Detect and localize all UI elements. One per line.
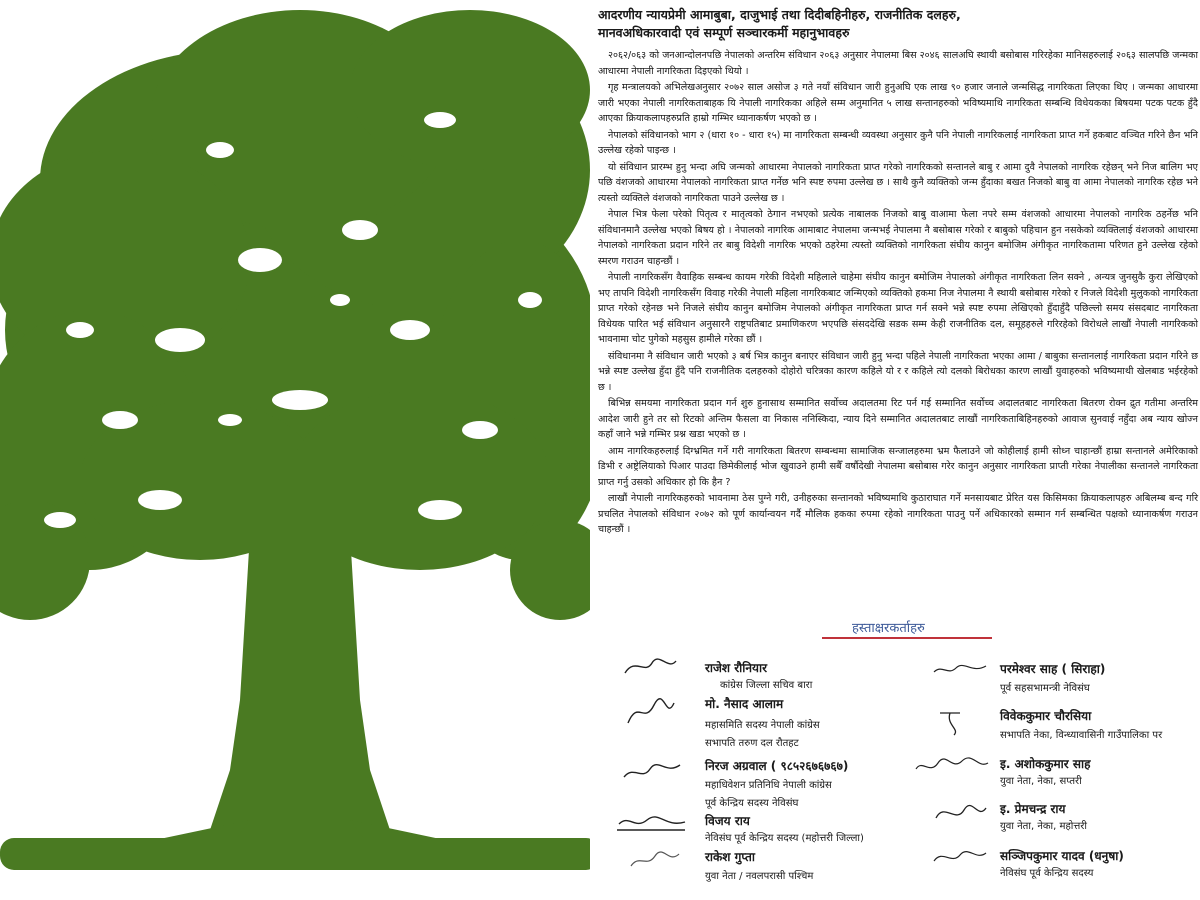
salutation-line: मानवअधिकारवादी एवं सम्पूर्ण सञ्चारकर्मी महानुभावहरु bbox=[598, 25, 850, 40]
signatory-role: युवा नेता, नेका, महोत्तरी bbox=[1000, 821, 1087, 832]
signatory-role: सभापति नेका, विन्ध्यावासिनी गाउँपालिका पर bbox=[1000, 730, 1163, 741]
paragraph: गृह मन्त्रालयको अभिलेखअनुसार २०७२ साल असोज ३ गते नयाँ संविधान जारी हुनुअघि एक लाख ९० हजार जनाले जन्मसिद्ध नागरिकता लिएका थिए । जन्मका आधारमा जारी भएका नेपाली नागरिकताबाहक यि नेपाली नागरिकका अहिले सम्म अनुमानित ५ लाख सन्तानहरुको भविष्यमाथि नागरिकता सम्बन्धि विधेयकका बिषयमा पटक पटक हुँदै आएका क्रियाकलापहरुप्रति हाम्रो गम्भिर ध्यानाकर्षण भएको छ । bbox=[598, 82, 1198, 124]
signature-scribble bbox=[620, 655, 680, 679]
signature-scribble bbox=[930, 845, 990, 869]
paragraph: यो संविधान प्रारम्भ हुनु भन्दा अघि जन्मको आधारमा नेपालको नागरिकता प्राप्त गरेको नागरिकको सन्तानले बाबु र आमा दुवै नेपालको नागरिक रहेछन् भने निज बालिग भए पछि वंशजको आधारमा नेपालको नागरिकता प्राप्त गर्नेछ भनि स्पष्ट रुपमा उल्लेख छ । साथै कुनै व्यक्तिको जन्म हुँदाका बखत निजको बाबु वा आमा नेपालको नागरिक रहेछ भने त्यस्तो व्यक्तिले वंशजको नागरिकता पाउने उल्लेख छ । bbox=[598, 161, 1198, 204]
signatory-role: महासमिति सदस्य नेपाली कांग्रेस bbox=[705, 720, 820, 731]
signatory-name: इ. प्रेमचन्द्र राय bbox=[1000, 802, 1066, 816]
paragraph: आम नागरिकहरुलाई दिग्भ्रमित गर्ने गरी नागरिकता बितरण सम्बन्धमा सामाजिक सन्जालहरुमा भ्रम फैलाउने जो कोहीलाई हामी सोध्न चाहान्छौं हाम्रा सन्तानले अमेरिकाको डिभी र अष्ट्रेलियाको पिआर पाउदा छिमेकीलाई भोज खुवाउने हामी सबैँ वर्षौदेखी नेपालमा बसोबास गरेर कानुन अनुसार नागरिकता प्राप्ती गरेका नेपालीका सन्तानले नागरिकता प्राप्त गर्नु उसको अधिकार हो कि हैन ? bbox=[598, 445, 1198, 488]
signatory-name: परमेश्वर साह ( सिराहा) bbox=[1000, 662, 1106, 676]
signature-scribble bbox=[615, 810, 690, 834]
signatory-name: सञ्जिपकुमार यादव (धनुषा) bbox=[1000, 849, 1124, 863]
paragraph: नेपाल भित्र फेला परेको पितृत्व र मातृत्वको ठेगान नभएको प्रत्येक नाबालक निजको बाबु वाआमा फेला नपरे सम्म वंशजको आधारमा नेपालको नागरिक ठहर्नेछ भनि संविधानमानै उल्लेख भएको बिषय हो । नेपालको नागरिक आमाबाट नेपालमा जन्मभई नेपालमा नै बसोबास गरेको र बाबुको पहिचान हुन नसकेको व्यक्तिलाई वंशजको आधारमा नेपालको नागरिकता प्रदान गरिने तर बाबु विदेशी नागरिक भएको ठहरेमा त्यस्तो व्यक्तिको नागरिकता संघीय कानुन बमोजिम अंगीकृत नागरिकतामा परिणत हुने उल्लेख रहेको स्मरण गराउन चाहन्छौं । bbox=[598, 209, 1198, 267]
signatory-name: राकेश गुप्ता bbox=[705, 850, 755, 864]
signature-scribble bbox=[620, 695, 680, 729]
signature-scribble bbox=[625, 848, 685, 872]
signatory-name: विजय राय bbox=[705, 814, 750, 828]
paragraph: नेपालको संविधानको भाग २ (धारा १० - धारा १५) मा नागरिकता सम्बन्धी व्यवस्था अनुसार कुनै पनि नेपाली नागरिकलाई नागरिकता प्राप्त गर्ने हकबाट वञ्चित गरिने छैन भनि उल्लेख रहेको पाइन्छ । bbox=[598, 129, 1198, 156]
paragraph: लाखौं नेपाली नागरिकहरुको भावनामा ठेस पुग्ने गरी, उनीहरुका सन्तानको भविष्यमाथि कुठाराघात गर्ने मनसायबाट प्रेरित यस किसिमका क्रियाकलापहरु अबिलम्ब बन्द गरि प्रचलित नेपालको संविधान २०७२ को पूर्ण कार्यान्वयन गर्दै मौलिक हकका रुपमा रहेको नागरिकता पाउनु पर्ने अधिकारको सम्मान गर्न सम्बन्धित पक्षको ध्यानाकर्षण गराउन चाहन्छौं । bbox=[598, 493, 1198, 535]
letter-body bbox=[598, 48, 1198, 539]
signatories-heading: हस्ताक्षरकर्ताहरु bbox=[852, 621, 925, 636]
signatory-role: नेविसंघ पूर्व केन्द्रिय सदस्य bbox=[1000, 868, 1094, 879]
paragraph: नेपाली नागरिकसँग वैवाहिक सम्बन्ध कायम गरेकी विदेशी महिलाले चाहेमा संघीय कानुन बमोजिम नेपालको अंगीकृत नागरिकता लिन सक्ने , अन्यत्र जुनसुकै कुरा लेखिएको भए तापनि विदेशी नागरिकसँग विवाह गरेकी नेपाली महिला नागरिकबाट जन्मिएको व्यक्तिको हकमा निज नेपालमा नै स्थायी बसोबास गरेको र निजले विदेशी मुलुकको नागरिकता प्राप्त गरेको रहेनछ भने निजले संघीय कानुन बमोजिम नेपालको अंगीकृत नागरिकता प्राप्त गर्न सक्ने भन्ने स्पष्ट रुपमा लेखिएको हुँदाहुँदै पछिल्लो समय संसदबाट नागरिकता विधेयक पारित भई संविधान अनुसारनै राष्ट्रपतिबाट प्रमाणिकरण भएपछि संसददेखि सडक सम्म केही राजनीतिक दल, समूहहरुले गरिरहेको विरोधले लाखौं नेपाली नागरिकको भावनामा चोट पुगेको महसुस हामीले गरेका छौं । bbox=[598, 272, 1198, 345]
signature-scribble bbox=[930, 798, 990, 828]
signatory-name: राजेश रौनियार bbox=[705, 661, 768, 675]
signatory-role: पूर्व केन्द्रिय सदस्य नेविसंघ bbox=[705, 798, 799, 809]
signatory-role: सभापति तरुण दल रौतहट bbox=[705, 738, 799, 749]
paragraph: बिभिन्न समयमा नागरिकता प्रदान गर्न शुरु हुनासाथ सम्मानित सर्वोच्च अदालतमा रिट पर्न गई सम्मानित सर्वोच्च अदालतबाट नागरिकता बितरण रोक्न द्रुत गतीमा अन्तरिम आदेश जारी हुने तर सो रिटको अन्तिम फैसला वा निकास ननिस्किदा, न्याय दिने सम्मानित अदालतबाट लाखौं नागरिकताबिहिनहरुको आवाज सुनवाई नहुँदा अब न्याय खोज्न कहाँ जाने भन्ने गम्भिर प्रश्न खडा भएको छ । bbox=[598, 398, 1198, 440]
letter-document bbox=[590, 0, 1200, 900]
signatory-role: महाधिवेशन प्रतिनिधि नेपाली कांग्रेस bbox=[705, 780, 832, 791]
paragraph: २०६२/०६३ को जनआन्दोलनपछि नेपालको अन्तरिम संविधान २०६३ अनुसार नेपालमा बिस २०४६ सालअघि स्थायी बसोबास गरिरहेका मानिसहरुलाई २०६३ सालपछि जन्मका आधारमा नेपाली नागरिकता दिइएको थियो । bbox=[598, 50, 1198, 77]
heading-underline bbox=[822, 637, 992, 639]
signatory-name: विवेककुमार चौरसिया bbox=[1000, 709, 1092, 723]
paragraph: संविधानमा नै संविधान जारी भएको ३ बर्ष भित्र कानुन बनाएर संविधान जारी हुनु भन्दा पहिले नेपाली नागरिकता भएका आमा / बाबुका सन्तानलाई नागरिकता प्रदान गरिने छ भन्ने स्पष्ट उल्लेख हुँदा हुँदै पनि राजनीतिक दलहरुको दोहोरो चरित्रका कारण कहिले यो र र कहिले त्यो दलको बिरोधका कारण लाखौं युवाहरुको भविष्यमाथी खेलबाड भईरहेको छ । bbox=[598, 350, 1198, 393]
signatory-role: कांग्रेस जिल्ला सचिव बारा bbox=[720, 680, 813, 691]
signatory-name: इ. अशोककुमार साह bbox=[1000, 757, 1091, 771]
signature-scribble bbox=[930, 705, 980, 739]
signatory-name: निरज अग्रवाल ( ९८५२६७६७६७) bbox=[705, 759, 849, 773]
signature-scribble bbox=[930, 660, 990, 680]
salutation bbox=[598, 6, 1198, 42]
salutation-line: आदरणीय न्यायप्रेमी आमाबुबा, दाजुभाई तथा दिदीबहिनीहरु, राजनीतिक दलहरु, bbox=[598, 7, 961, 22]
signatory-role: युवा नेता / नवलपरासी पश्चिम bbox=[705, 871, 814, 882]
signature-scribble bbox=[912, 753, 992, 779]
signatory-role: नेविसंघ पूर्व केन्द्रिय सदस्य (महोत्तरी जिल्ला) bbox=[705, 833, 864, 844]
signatory-name: मो. नैसाद आलाम bbox=[705, 697, 784, 711]
signatory-role: पूर्व सहसभामन्त्री नेविसंघ bbox=[1000, 683, 1090, 694]
signature-scribble bbox=[620, 755, 685, 785]
signatory-role: युवा नेता, नेका, सप्तरी bbox=[1000, 776, 1082, 787]
